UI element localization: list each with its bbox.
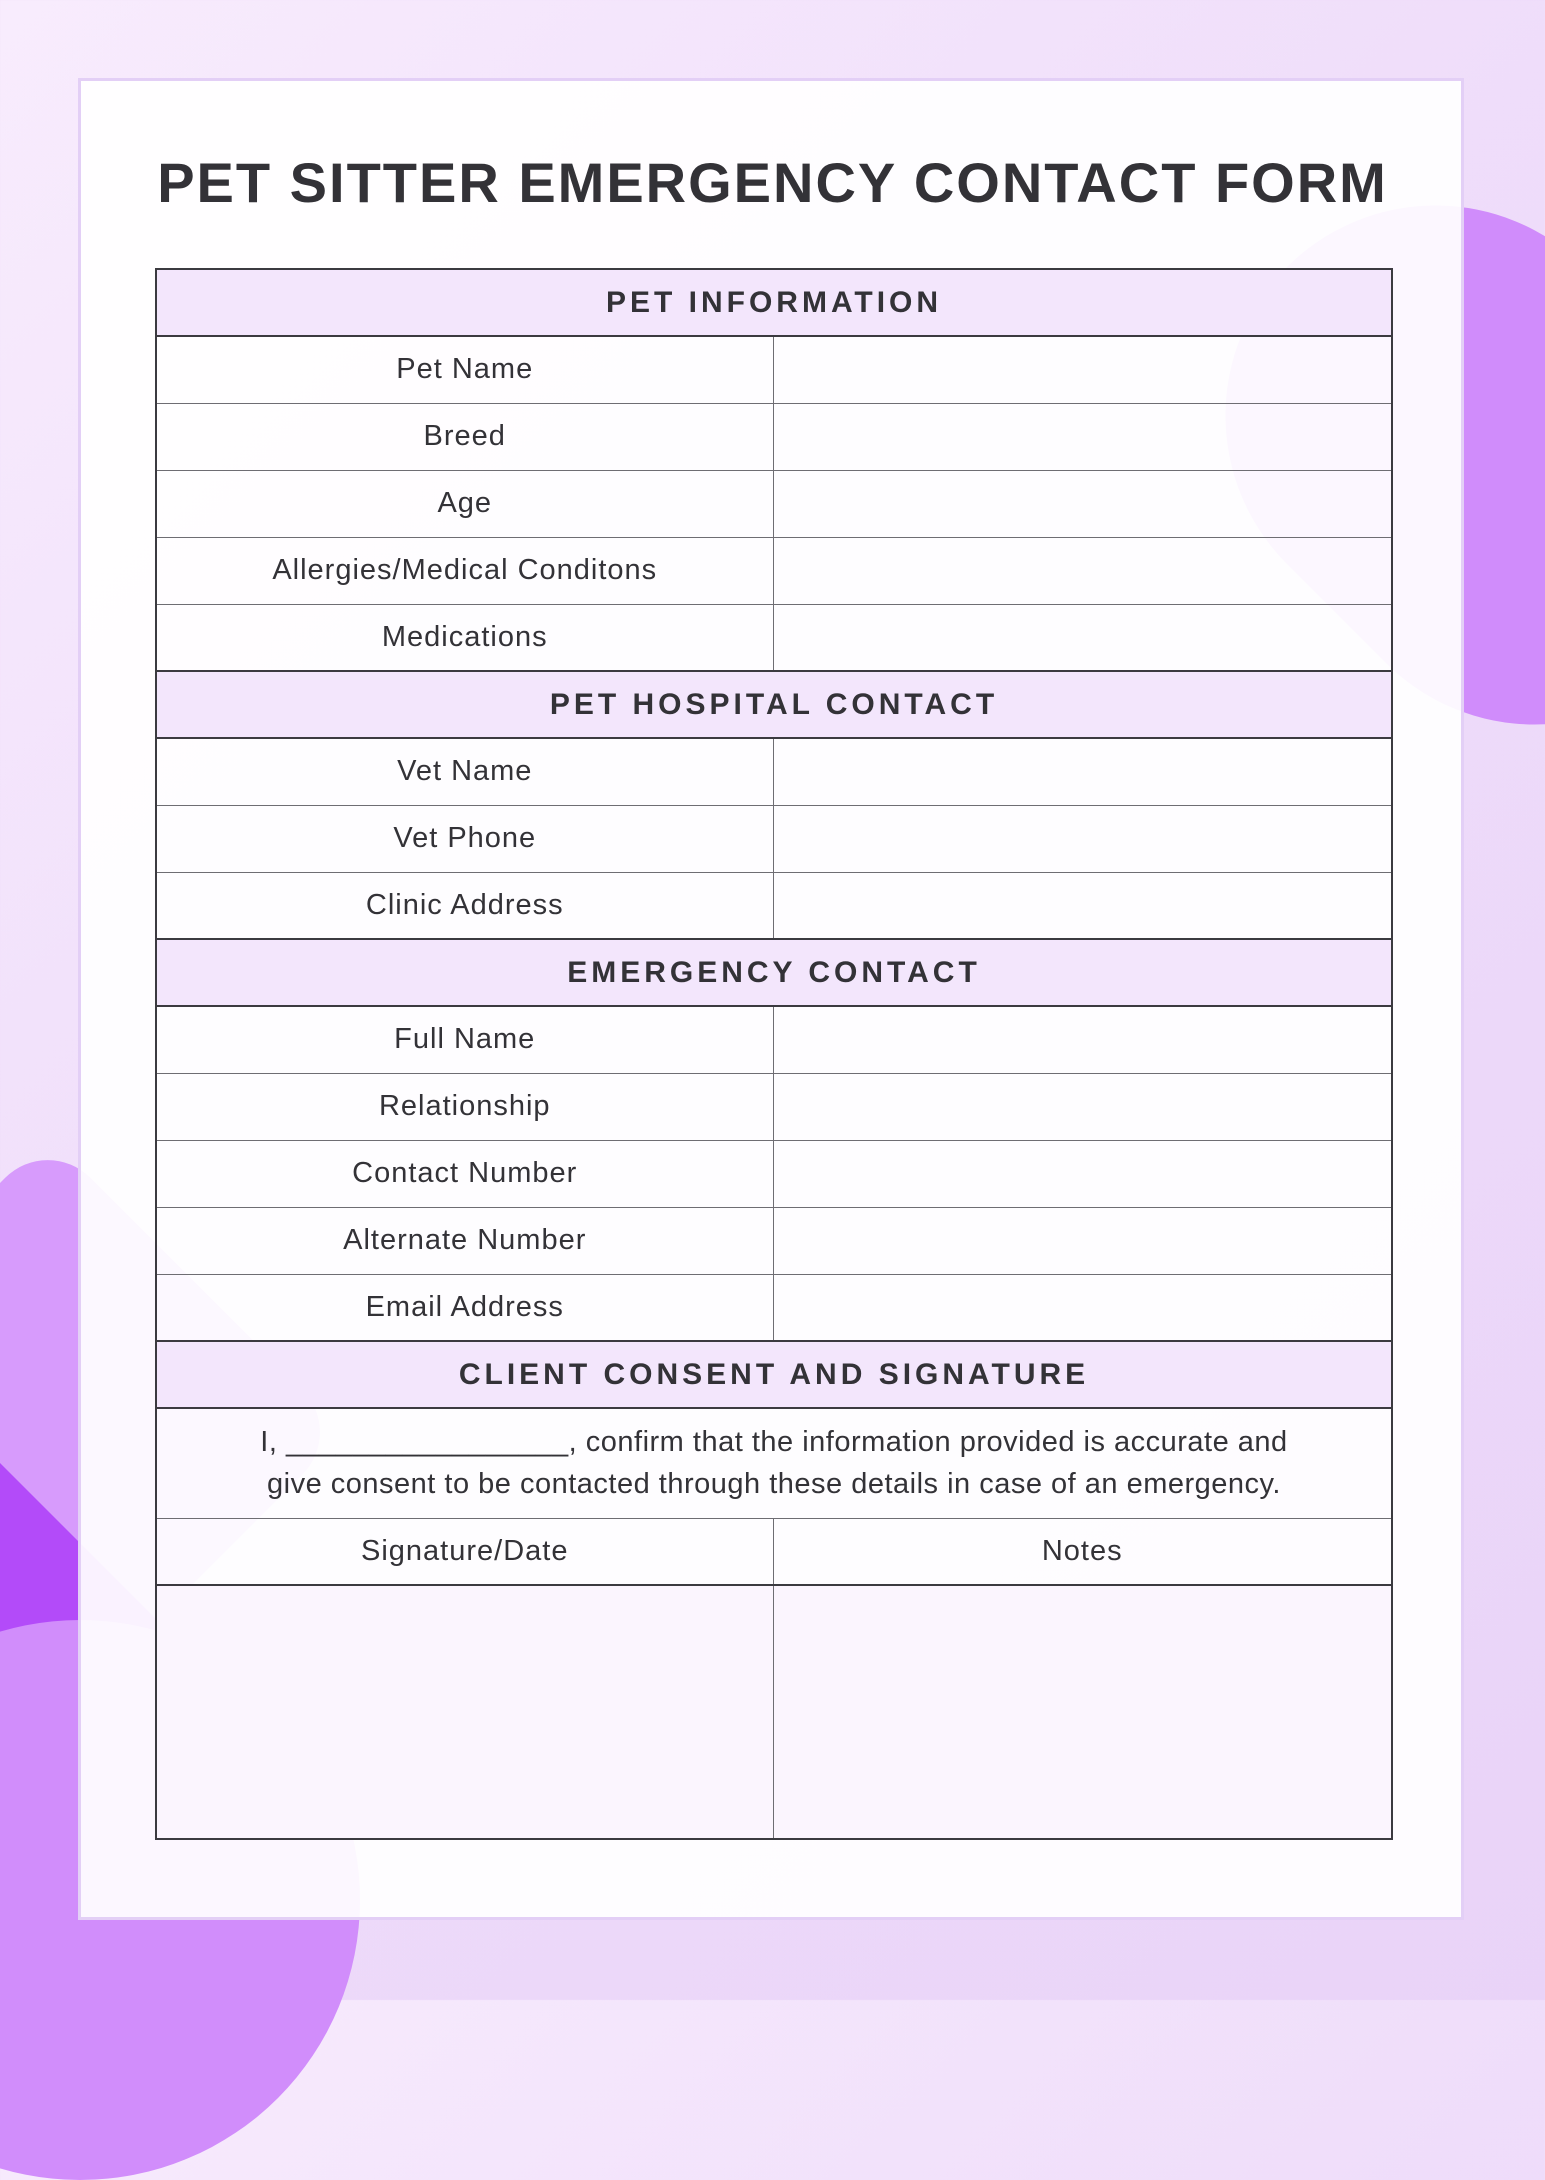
section-header-client-consent <box>156 1341 1392 1408</box>
field-label-full-name: Full Name <box>156 1006 773 1073</box>
section-title: PET INFORMATION <box>156 269 1392 336</box>
contact-form-table <box>155 268 1393 1840</box>
form-row <box>156 738 1392 805</box>
age-field[interactable] <box>773 470 1392 537</box>
field-label-email-address: Email Address <box>156 1274 773 1341</box>
field-label-clinic-address: Clinic Address <box>156 872 773 939</box>
field-label-allergies: Allergies/Medical Conditons <box>156 537 773 604</box>
form-row <box>156 470 1392 537</box>
consent-line-2: give consent to be contacted through these details in case of an emergency. <box>267 1468 1281 1501</box>
clinic-address-field[interactable] <box>773 872 1392 939</box>
section-title: EMERGENCY CONTACT <box>156 939 1392 1006</box>
section-header-emergency-contact <box>156 939 1392 1006</box>
section-header-pet-information <box>156 269 1392 336</box>
section-title: CLIENT CONSENT AND SIGNATURE <box>156 1341 1392 1408</box>
form-row <box>156 872 1392 939</box>
field-label-vet-name: Vet Name <box>156 738 773 805</box>
page-title: PET SITTER EMERGENCY CONTACT FORM <box>157 151 1388 214</box>
field-label-relationship: Relationship <box>156 1073 773 1140</box>
vet-name-field[interactable] <box>773 738 1392 805</box>
consent-line-1: I, _________________, confirm that the information provided is accurate and <box>260 1426 1288 1459</box>
signature-headers-row <box>156 1518 1392 1585</box>
field-label-vet-phone: Vet Phone <box>156 805 773 872</box>
contact-number-field[interactable] <box>773 1140 1392 1207</box>
full-name-field[interactable] <box>773 1006 1392 1073</box>
field-label-age: Age <box>156 470 773 537</box>
signature-row <box>156 1585 1392 1839</box>
field-label-breed: Breed <box>156 403 773 470</box>
consent-statement <box>156 1408 1392 1518</box>
form-row <box>156 537 1392 604</box>
allergies-field[interactable] <box>773 537 1392 604</box>
form-row <box>156 336 1392 403</box>
form-row <box>156 1207 1392 1274</box>
field-label-pet-name: Pet Name <box>156 336 773 403</box>
breed-field[interactable] <box>773 403 1392 470</box>
notes-field[interactable] <box>773 1585 1392 1839</box>
consent-row <box>156 1408 1392 1518</box>
section-title: PET HOSPITAL CONTACT <box>156 671 1392 738</box>
vet-phone-field[interactable] <box>773 805 1392 872</box>
form-row <box>156 403 1392 470</box>
field-label-contact-number: Contact Number <box>156 1140 773 1207</box>
pet-name-field[interactable] <box>773 336 1392 403</box>
form-row <box>156 805 1392 872</box>
section-header-pet-hospital <box>156 671 1392 738</box>
medications-field[interactable] <box>773 604 1392 671</box>
form-row <box>156 1073 1392 1140</box>
signature-date-field[interactable] <box>156 1585 773 1839</box>
form-row <box>156 1274 1392 1341</box>
signature-date-label: Signature/Date <box>156 1518 773 1585</box>
form-row <box>156 604 1392 671</box>
form-row <box>156 1006 1392 1073</box>
relationship-field[interactable] <box>773 1073 1392 1140</box>
alternate-number-field[interactable] <box>773 1207 1392 1274</box>
notes-label: Notes <box>773 1518 1392 1585</box>
field-label-alternate-number: Alternate Number <box>156 1207 773 1274</box>
form-row <box>156 1140 1392 1207</box>
field-label-medications: Medications <box>156 604 773 671</box>
email-address-field[interactable] <box>773 1274 1392 1341</box>
